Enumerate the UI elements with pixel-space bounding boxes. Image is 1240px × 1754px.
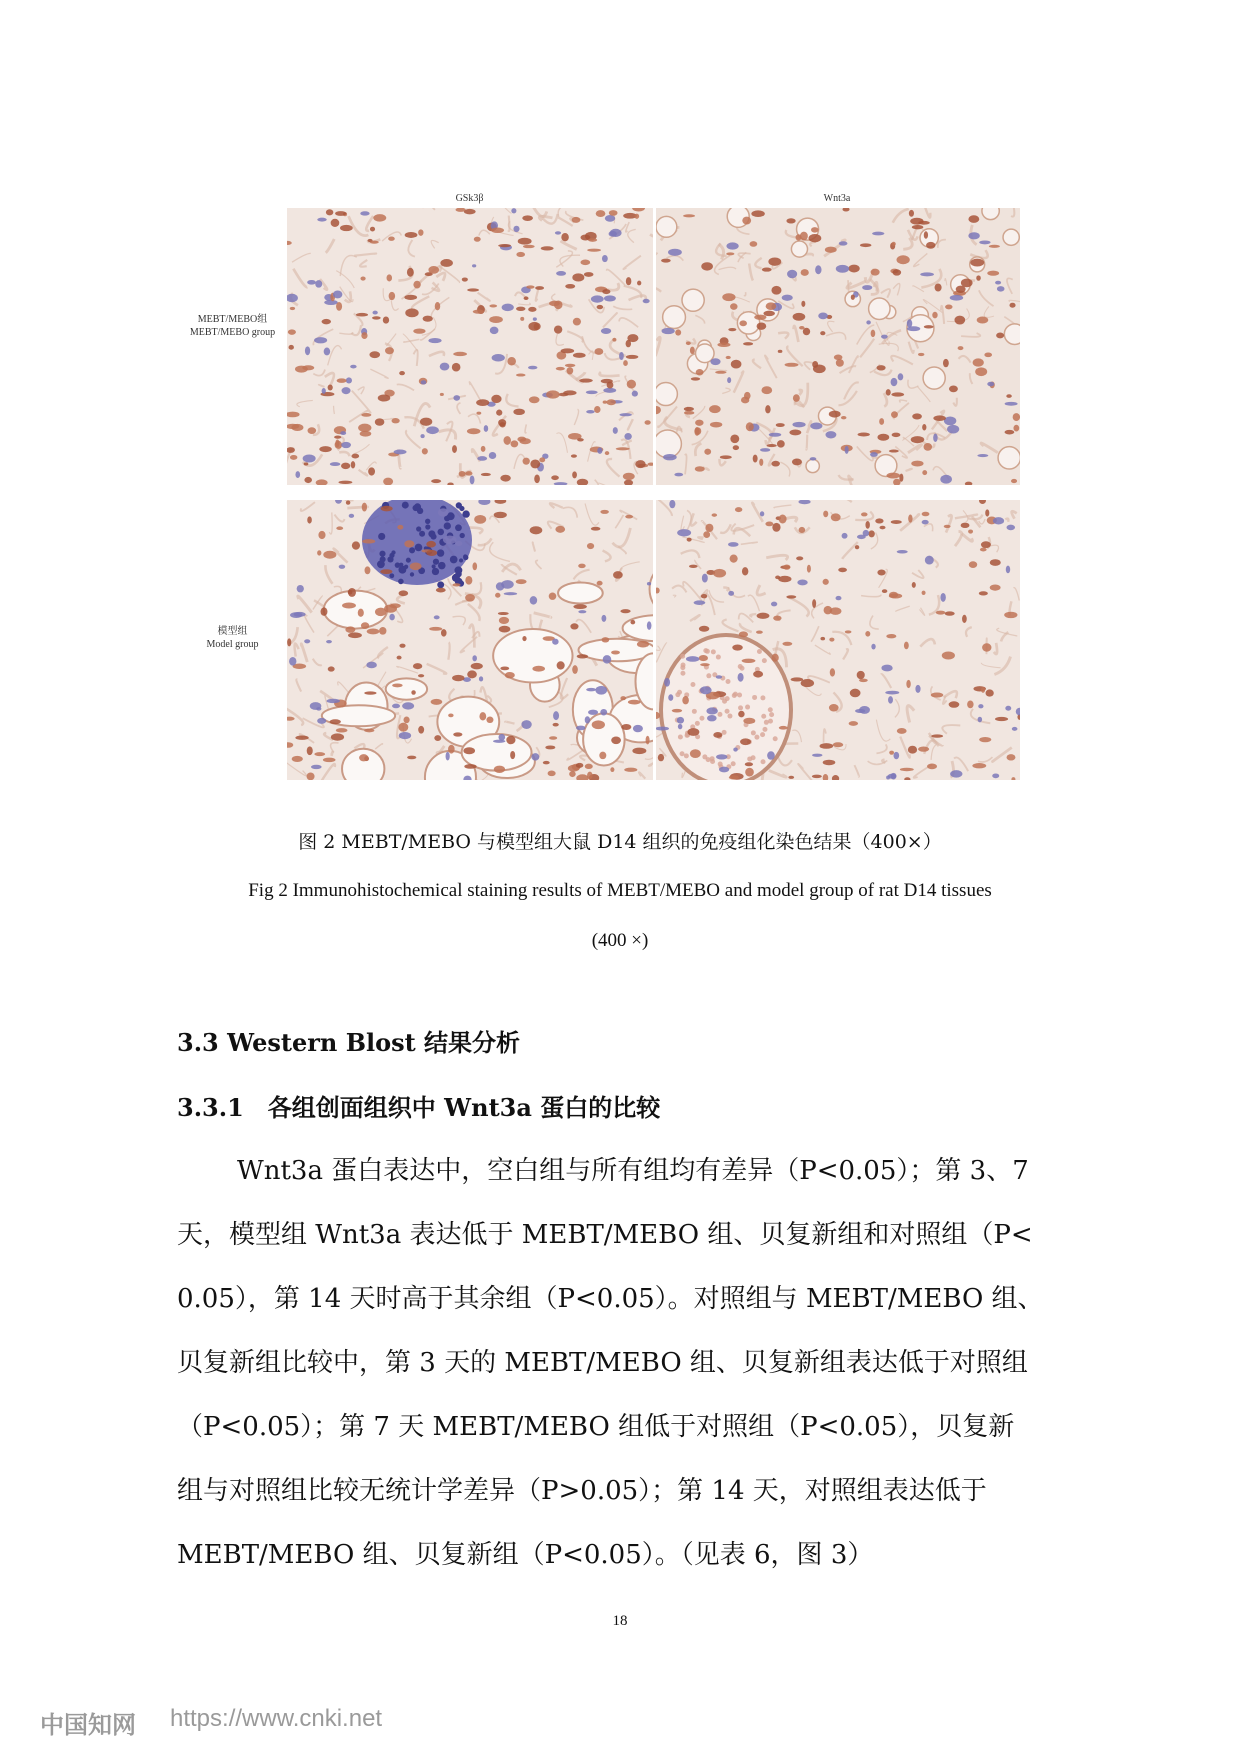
micrograph-wnt3a-mebt: [656, 208, 1020, 485]
paragraph-line: 0.05），第 14 天时高于其余组（P<0.05）。对照组与 MEBT/MEBO 组、: [177, 1284, 1044, 1314]
micrograph-wnt3a-model: [656, 500, 1020, 780]
row-label-model-cn: 模型组: [217, 626, 248, 637]
cnki-logo-text: 中国知网: [40, 1711, 136, 1739]
col-label-gsk3b: GSk3β: [455, 193, 484, 204]
paragraph-line: 天，模型组 Wnt3a 表达低于 MEBT/MEBO 组、贝复新组和对照组（P<: [177, 1220, 1033, 1250]
cnki-url[interactable]: https://www.cnki.net: [170, 1705, 383, 1732]
row-label-mebt: [180, 313, 285, 339]
figure-caption-en-mag: (400 ×): [591, 930, 649, 951]
paragraph-line: 组与对照组比较无统计学差异（P>0.05）；第 14 天，对照组表达低于: [177, 1476, 987, 1506]
section-heading: 3.3 Western Blost 结果分析: [177, 1028, 521, 1057]
row-label-model-en: Model group: [206, 639, 259, 650]
row-label-mebt-cn: MEBT/MEBO组: [197, 314, 268, 325]
paragraph-line: （P<0.05）；第 7 天 MEBT/MEBO 组低于对照组（P<0.05），贝复新: [177, 1412, 1015, 1442]
page-number: 18: [612, 1613, 628, 1629]
micrograph-gsk3b-mebt: [287, 208, 653, 485]
figure-caption-cn: 图 2 MEBT/MEBO 与模型组大鼠 D14 组织的免疫组化染色结果（400×）: [298, 831, 942, 853]
figure-caption-en: Fig 2 Immunohistochemical staining results of MEBT/MEBO and model group of rat D14 tissues: [248, 880, 992, 901]
paragraph-line: Wnt3a 蛋白表达中，空白组与所有组均有差异（P<0.05）；第 3、7: [237, 1156, 1029, 1186]
subsection-heading: 3.3.1 各组创面组织中 Wnt3a 蛋白的比较: [177, 1093, 661, 1122]
row-label-model: [180, 625, 285, 651]
paragraph-line: 贝复新组比较中，第 3 天的 MEBT/MEBO 组、贝复新组表达低于对照组: [177, 1348, 1028, 1378]
col-label-wnt3a: Wnt3a: [823, 193, 851, 204]
row-label-mebt-en: MEBT/MEBO group: [189, 327, 276, 338]
paragraph-line: MEBT/MEBO 组、贝复新组（P<0.05）。（见表 6，图 3）: [177, 1540, 874, 1570]
micrograph-gsk3b-model: [287, 500, 653, 780]
